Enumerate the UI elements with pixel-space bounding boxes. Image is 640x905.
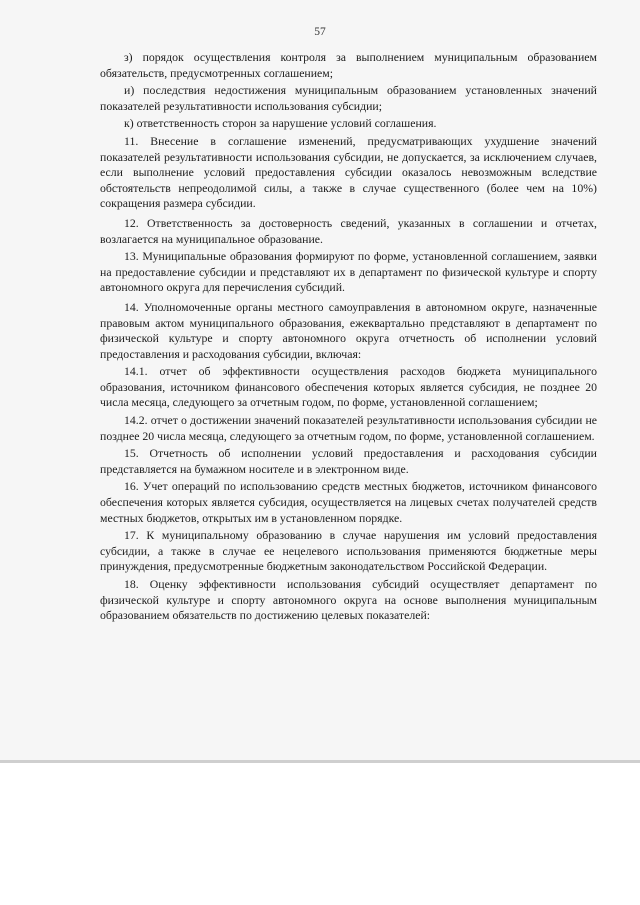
paragraph-13: 13. Муниципальные образования формируют по форме, установленной соглашением, заявки на предоставление субсидии и представляют их в департамент по физической культуре и спорту автономного округа для перечисления субсидий.: [100, 249, 597, 295]
paragraph-12: 12. Ответственность за достоверность сведений, указанных в соглашении и отчетах, возлагается на муниципальное образование.: [100, 215, 597, 246]
paragraph-z: з) порядок осуществления контроля за выполнением муниципальным образованием обязательств, предусмотренных соглашением;: [100, 50, 597, 80]
page-number: 57: [314, 26, 326, 38]
paragraph-17: 17. К муниципальному образованию в случае нарушения им условий предоставления субсидии, а также в случае ее нецелевого использования применяются бюджетные меры принуждения, предусмотренные бюджетным законодательством Российской Федерации.: [100, 528, 597, 574]
paragraph-15: 15. Отчетность об исполнении условий предоставления и расходования субсидии представляется на бумажном носителе и в электронном виде.: [100, 446, 597, 476]
paragraph-16: 16. Учет операций по использованию средств местных бюджетов, источником финансового обеспечения которых является субсидия, осуществляется на лицевых счетах получателей средств местных бюджетов, открытых им в установленном порядке.: [100, 479, 597, 525]
paragraph-14-2: 14.2. отчет о достижении значений показателей результативности использования субсидии не позднее 20 числа месяца, следующего за отчетным годом, по форме, установленной соглашением.: [100, 413, 597, 443]
paragraph-k: к) ответственность сторон за нарушение условий соглашения.: [124, 116, 437, 131]
paragraph-i: и) последствия недостижения муниципальным образованием установленных значений показателей результативности использования субсидии;: [100, 83, 597, 113]
blank-area: [0, 763, 640, 905]
paragraph-14: 14. Уполномоченные органы местного самоуправления в автономном округе, назначенные правовым актом муниципального образования, ежеквартально представляют в департамент по физической культуре и спорту автономного округа отчетность об исполнении условий предоставления и расходования субсидии, включая:: [100, 299, 597, 361]
paragraph-18: 18. Оценку эффективности использования субсидий осуществляет департамент по физической культуре и спорту автономного округа на основе выполнения муниципальным образованием обязательств по достижению целевых показателей:: [100, 577, 597, 623]
paragraph-11: 11. Внесение в соглашение изменений, предусматривающих ухудшение значений показателей результативности использования субсидии, не допускается, за исключением случаев, если выполнение условий предоставления субсидии оказалось невозможным вследствие обстоятельств непреодолимой силы, а также в случае существенного (более чем на 10%) сокращения размера субсидии.: [100, 133, 597, 211]
page-body: [100, 50, 597, 626]
paragraph-14-1: 14.1. отчет об эффективности осуществления расходов бюджета муниципального образования, источником финансового обеспечения которых является субсидия, не позднее 20 числа месяца, следующего за отчетным годом, по форме, установленной соглашением;: [100, 364, 597, 410]
